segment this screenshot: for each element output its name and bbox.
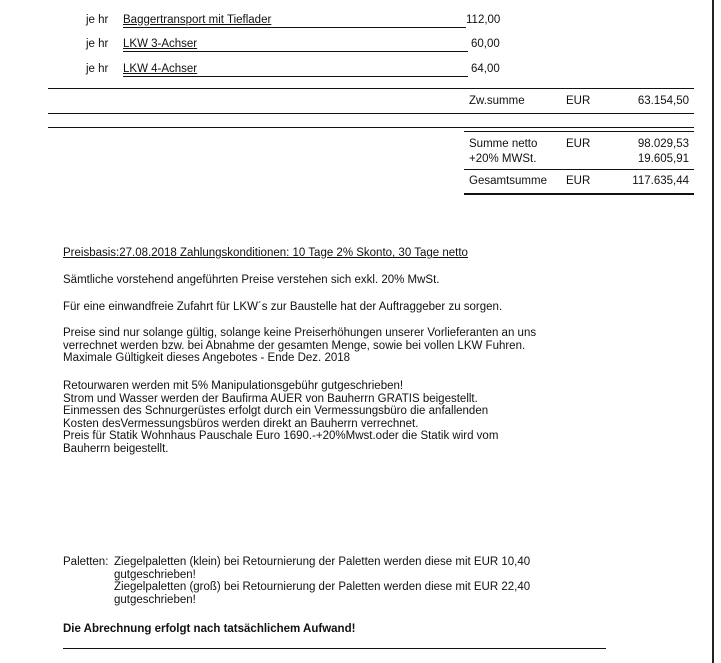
text-line: gutgeschrieben! — [114, 568, 196, 581]
footer-note: Die Abrechnung erfolgt nach tatsächlichem Aufwand! — [63, 623, 356, 635]
vat-value: 19.605,91 — [637, 153, 689, 165]
text-line: Ziegelpaletten (klein) bei Retournierung der Paletten werden diese mit EUR 10,40 — [114, 556, 531, 568]
item-price: 64,00 — [471, 63, 500, 75]
item-label: LKW 4-Achser — [123, 63, 198, 75]
text-line: Preise sind nur solange gültig, solange keine Preiserhöhungen unserer Vorlieferanten an uns — [63, 327, 537, 339]
item-unit: je hr — [86, 38, 109, 50]
gross-value: 117.635,44 — [632, 175, 689, 187]
text-line: Bauherrn beigestellt. — [63, 442, 169, 455]
separator-line — [48, 127, 694, 128]
item-price: 60,00 — [471, 38, 500, 50]
text-line: Preis für Statik Wohnhaus Pauschale Euro 1690.-+20%Mwst.oder die Statik wird vom — [63, 430, 499, 442]
footer-line — [63, 648, 606, 649]
separator-line — [48, 113, 694, 114]
terms-heading: Preisbasis:27.08.2018 Zahlungskonditionen: 10 Tage 2% Skonto, 30 Tage netto — [63, 247, 468, 259]
gross-currency: EUR — [566, 175, 591, 187]
subtotal-value: 63.154,50 — [637, 95, 689, 107]
item-unit: je hr — [86, 63, 109, 75]
item-price: 112,00 — [466, 14, 501, 26]
text-line: Ziegelpaletten (groß) bei Retournierung der Paletten werden diese mit EUR 22,40 — [114, 581, 531, 593]
subtotal-label: Zw.summe — [469, 95, 525, 107]
vat-label: +20% MWSt. — [469, 153, 537, 165]
net-label: Summe netto — [469, 138, 538, 150]
pallets-label: Paletten: — [63, 556, 109, 568]
item-underline — [123, 27, 466, 28]
text-line: Kosten desVermessungsbüros werden direkt an Bauherrn verrechnet. — [63, 417, 419, 430]
item-label: LKW 3-Achser — [123, 38, 198, 50]
text-line: Retourwaren werden mit 5% Manipulationsgebühr gutgeschrieben! — [63, 380, 404, 392]
text-line: gutgeschrieben! — [114, 593, 196, 606]
item-unit: je hr — [86, 14, 109, 26]
item-underline — [123, 76, 468, 77]
terms-access-note: Für eine einwandfreie Zufahrt für LKW´s zur Baustelle hat der Auftraggeber zu sorgen. — [63, 301, 503, 313]
text-line: verrechnet werden bzw. bei Abnahme der gesamten Menge, sowie bei vollen LKW Fuhren. — [63, 339, 526, 352]
page-edge — [712, 0, 714, 663]
net-currency: EUR — [566, 138, 591, 150]
item-label: Baggertransport mit Tieflader — [123, 14, 272, 26]
terms-conditions — [63, 380, 498, 455]
text-line: Maximale Gültigkeit dieses Angebotes - Ende Dez. 2018 — [63, 352, 351, 364]
text-line: Strom und Wasser werden der Baufirma AUER von Bauherrn GRATIS beigestellt. — [63, 392, 478, 405]
subtotal-currency: EUR — [566, 95, 591, 107]
terms-validity — [63, 327, 536, 365]
pallets-text — [114, 556, 530, 606]
totals-bottom-line — [464, 193, 694, 195]
text-line: Einmessen des Schnurgerüstes erfolgt durch ein Vermessungsbüro die anfallenden — [63, 405, 489, 417]
terms-vat-note: Sämtliche vorstehend angeführten Preise verstehen sich exkl. 20% MwSt. — [63, 274, 440, 286]
separator-line — [48, 88, 694, 89]
item-underline — [123, 51, 468, 52]
net-value: 98.029,53 — [637, 138, 689, 150]
gross-label: Gesamtsumme — [469, 175, 547, 187]
totals-top-line — [464, 131, 694, 132]
totals-mid-line — [464, 169, 694, 170]
